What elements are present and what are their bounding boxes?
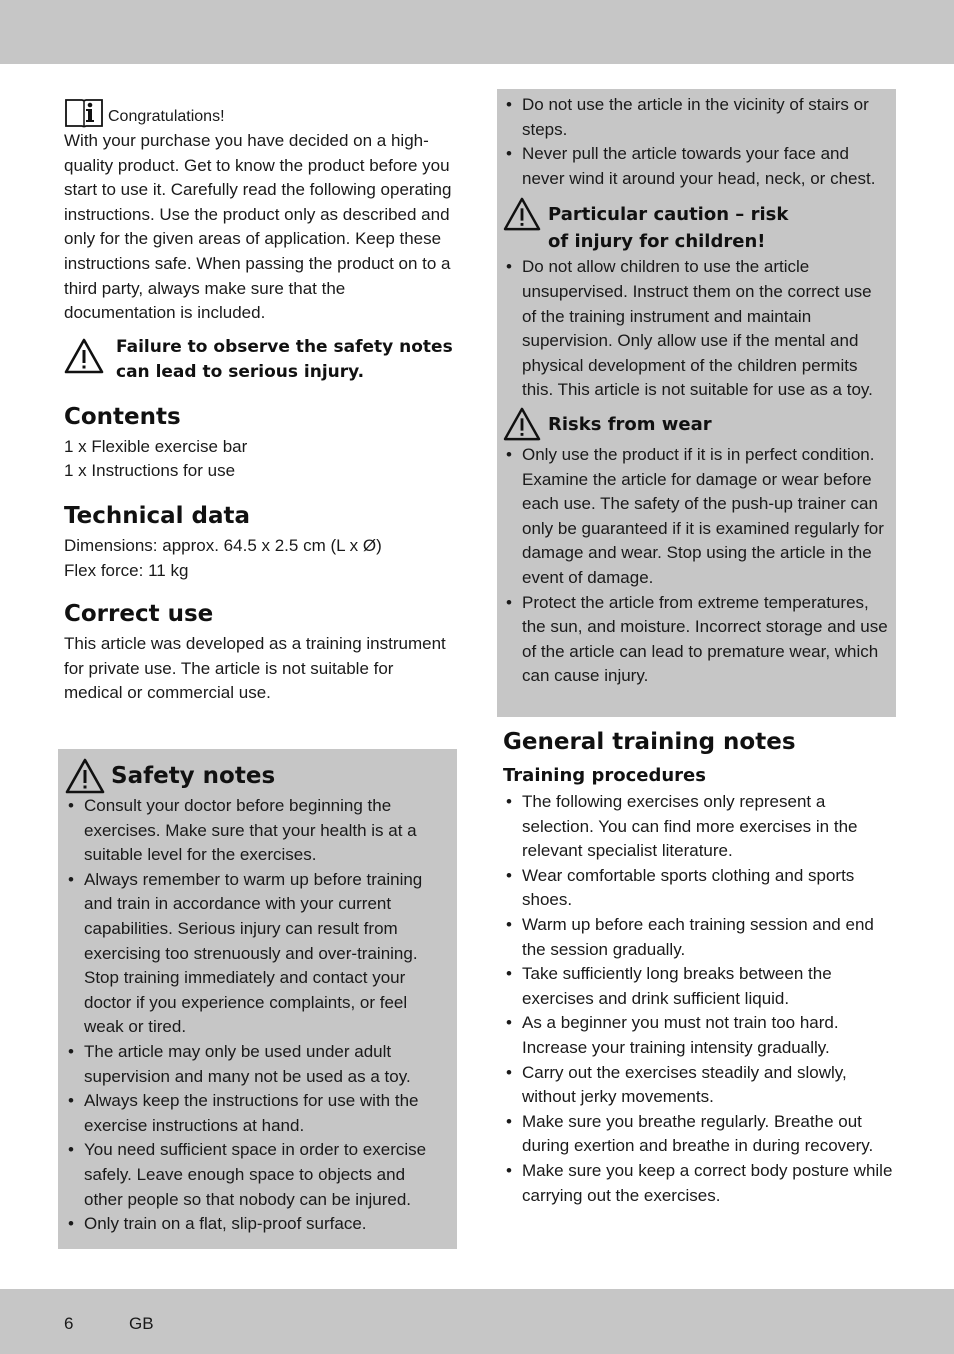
warning-triangle-icon	[503, 407, 541, 441]
list-item: • Make sure you keep a correct body posture while carrying out the exercises.	[503, 1159, 893, 1208]
flex-force-line: Flex force: 11 kg	[64, 560, 189, 580]
warning-triangle-icon	[503, 197, 541, 231]
technical-data	[64, 534, 456, 583]
training-subheading: Training procedures	[503, 765, 706, 786]
list-item: • Only use the product if it is in perfect condition. Examine the article for damage or wear before each use. The safety of the push-up trainer can only be guaranteed if it is examined regularly for damage and wear. Stop using the article in the event of damage.	[503, 443, 888, 591]
list-item: • Take sufficiently long breaks between the exercises and drink sufficient liquid.	[503, 962, 893, 1011]
contents-list	[64, 435, 456, 484]
list-item: • Protect the article from extreme temperatures, the sun, and moisture. Incorrect storage and use of the article can lead to premature wear, which can cause injury.	[503, 591, 888, 689]
warning-triangle-icon	[65, 758, 105, 794]
safety-notes-heading: Safety notes	[111, 763, 276, 789]
list-item: • Never pull the article towards your face and never wind it around your head, neck, or chest.	[503, 142, 888, 191]
list-item: • Wear comfortable sports clothing and sports shoes.	[503, 864, 893, 913]
training-section	[503, 728, 893, 1208]
correct-use-text: This article was developed as a training instrument for private use. The article is not suitable for medical or commercial use.	[64, 634, 446, 703]
list-item: • Consult your doctor before beginning the exercises. Make sure that your health is at a suitable level for the exercises.	[65, 794, 445, 868]
safety-list	[65, 794, 445, 1237]
greeting-text: Congratulations!	[108, 108, 225, 125]
list-item: • You need sufficient space in order to exercise safely. Leave enough space to objects and other people so that nobody can be injured.	[65, 1138, 445, 1212]
info-book-icon	[64, 96, 104, 128]
technical-data-heading: Technical data	[64, 502, 251, 529]
contents-item: 1 x Instructions for use	[64, 461, 236, 481]
contents-heading: Contents	[64, 403, 181, 430]
footer-band	[0, 1289, 954, 1354]
list-item: • The following exercises only represent a selection. You can find more exercises in the relevant specialist literature.	[503, 790, 893, 864]
wear-list	[503, 443, 888, 689]
warning-triangle-icon	[64, 338, 104, 374]
intro-header	[64, 96, 456, 128]
list-item: • The article may only be used under adult supervision and many not be used as a toy.	[65, 1040, 445, 1089]
country-code: GB	[129, 1314, 154, 1333]
intro-section	[64, 96, 456, 326]
list-item: • Do not allow children to use the article unsupervised. Instruct them on the correct use of the training instrument and maintain supervision. Only allow use if the mental and physical development of the children permits this. This article is not suitable for use as a toy.	[503, 255, 888, 403]
correct-use-heading: Correct use	[64, 601, 214, 628]
list-item: • Make sure you breathe regularly. Breathe out during exertion and breathe in during recovery.	[503, 1110, 893, 1159]
training-list	[503, 790, 893, 1208]
wear-heading-row	[503, 413, 888, 441]
safety-notes-continued-box	[497, 89, 896, 717]
children-heading-line: Particular caution – risk	[548, 204, 789, 226]
list-item: • Carry out the exercises steadily and slowly, without jerky movements.	[503, 1061, 893, 1110]
wear-heading: Risks from wear	[548, 413, 712, 435]
dimensions-line: Dimensions: approx. 64.5 x 2.5 cm (L x Ø)	[64, 535, 382, 555]
contents-item: 1 x Flexible exercise bar	[64, 436, 248, 456]
intro-paragraph: With your purchase you have decided on a high-quality product. Get to know the product before you start to use it. Carefully read the following operating instructions. Use the product only as described and only for the given areas of application. Keep these instructions safe. When passing the product on to a third party, always make sure that the documentation is included.	[64, 131, 452, 323]
list-item: • As a beginner you must not train too hard. Increase your training intensity gradually.	[503, 1011, 893, 1060]
list-item: • Warm up before each training session and end the session gradually.	[503, 913, 893, 962]
list-item: • Always keep the instructions for use with the exercise instructions at hand.	[65, 1089, 445, 1138]
safety-notes-box	[58, 749, 457, 1249]
children-heading-line: of injury for children!	[548, 231, 766, 253]
children-heading	[548, 201, 788, 255]
list-item: • Always remember to warm up before training and train in accordance with your current capabilities. Serious injury can result from exercising too strenuously and over-training. Stop training immediately and contact your doctor if you experience complaints, or feel weak or tired.	[65, 868, 445, 1040]
training-heading: General training notes	[503, 729, 796, 755]
header-band	[0, 0, 954, 64]
list-item: • Only train on a flat, slip-proof surface.	[65, 1212, 445, 1237]
left-column	[64, 96, 456, 706]
children-heading-row	[503, 201, 888, 255]
list-item: • Do not use the article in the vicinity of stairs or steps.	[503, 93, 888, 142]
children-list	[503, 255, 888, 403]
safety-continued-list	[503, 93, 888, 191]
page-number: 6	[64, 1314, 74, 1333]
safety-heading-row	[65, 759, 445, 794]
warning-text: Failure to observe the safety notes can lead to serious injury.	[116, 336, 453, 382]
serious-injury-warning	[64, 335, 456, 385]
